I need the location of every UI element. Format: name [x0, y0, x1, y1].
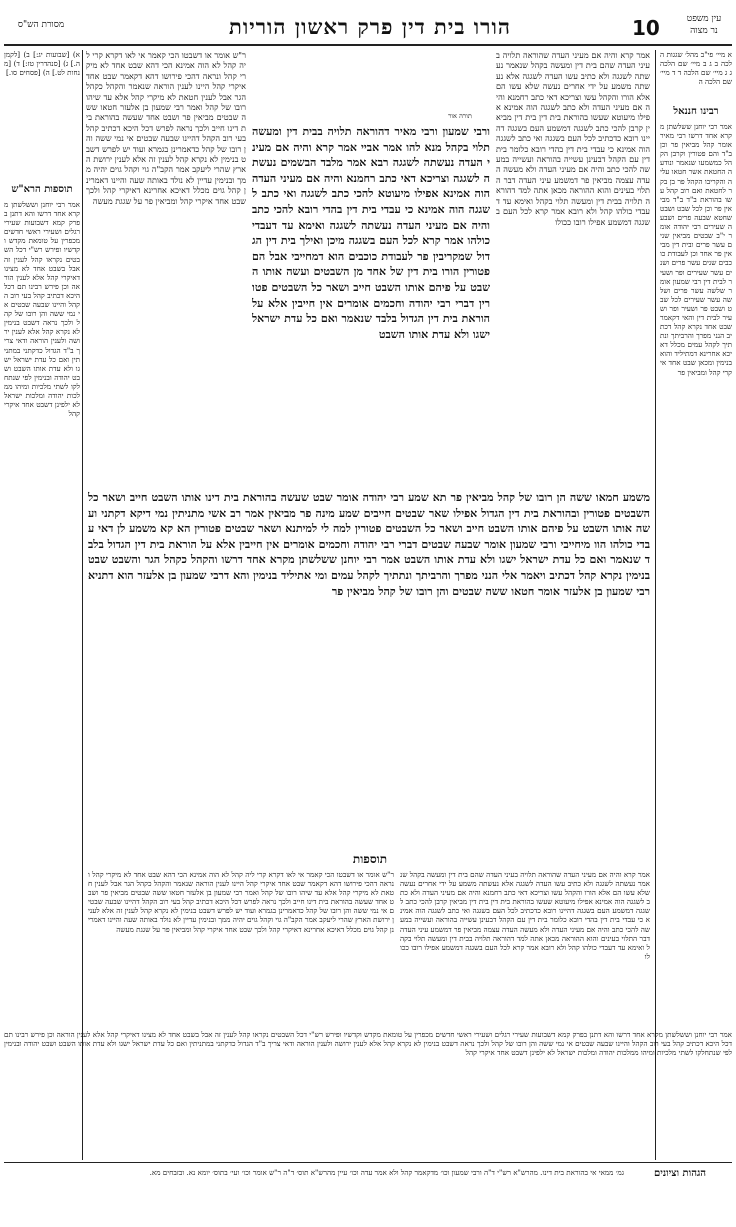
header-left-label: מסורת הש"ס — [17, 20, 65, 30]
rashi-commentary-lower: אמר קרא והיה אם מעיני העדה שהוראה תלויה בעיני העדה שהם בית דין ומעשה בקהל שנאמר נעשתה לשגגה ולא כתיב עשו העדה לשגגה אלא נעשתה משמע על ידי אחרים נעשה שלא עשו הם אלא הורו והקהל עשו וצריכא דאי כתב רחמנא והיה אם מעיני העדה ולא כתב לשגגה הוה אמינא אפילו מיעוטא שעשו בהוראת בית דין בית דין מביאין קרבן להכי כתב לשגגה דמשמע העם בשגגה דהיינו רובא כדכתיב לכל העם בשגגה ואי כתב לשגגה הוה אמינא כי עבדי בית דין בהדי רובא כלומר בית דין עם הקהל דבעינן עשייה בהוראה ועשייה במעשה להכי כתב והיה אם מעיני העדה ולא מעשה העדה עצמה מביאין פר דמשמע עיני העדה דבר התלוי בעינים והוא ההוראה מכאן אתה למד דהוראה תלויה בבית דין ומעשה תלוי בקהל ואימא עד דעבדי כולהו קהל ולא רובא אמר קרא לכל העם בשגגה דמשמע אפילו רובו ככולו — [400, 870, 650, 961]
header-right-label: עין משפט — [686, 14, 722, 24]
mesoret-hashas: א) [שבועות יג:] ב) [לקמן ה.] ג) [סנהדרין טז:] ד) [מנחות לט.] ה) [פסחים סו.] — [4, 50, 80, 78]
torah-or-label: תורה אור — [448, 112, 472, 120]
rabbeinu-chananel-text: אמר רבי יוחנן ששלשתן מקרא אחד דרשו רבי מאיר אומר קהל מביאין פר וכן ב"ד והם פטורין וקרבן הקהל כמשמעו שנאמר ונודעה החטאת אשר חטאו עליה והקריבו הקהל פר בן בקר לחטאת ואם רוב קהל עשו בהוראת ב"ד ב"ד מביאין פר וכן לכל שבט ושבט שחטא שבעה פרים ושבעה שעירים רבי יהודה אומר י"ב שבטים מביאין שנים עשר פרים ובית דין מביאין פר אחד וכן לעבודת כוכבים שנים עשר פרים ושנים עשר שעירים ופר ושעיר לבית דין רבי שמעון אומר שלשה עשר פרים ושלשה עשר שעירים לכל שבט ושבט פר ושעיר ופר ושעיר לבית דין והאי דקאמר שבט אחד נקרא קהל דכתיב הנני מפרך והרביתך ונתתיך לקהל עמים מכלל דאיכא אחרינא דמתיליד והוא בנימין ומכאן שבט אחד איקרי קהל ומביאין פר — [660, 122, 732, 377]
rabbeinu-chananel-heading: רבינו חננאל — [673, 106, 719, 117]
ein-mishpat-column: א מיי׳ פי"ב מהל׳ שגגות הלכה ב ג ב מיי׳ שם הלכה ג ג מיי׳ שם הלכה ד ד מיי׳ שם הלכה ה — [660, 50, 732, 87]
tosafot-commentary-top: ר"ש אומר או דשבטו הכי קאמר אי לאו דקרא קרי ליה קהל לא הוה אמינא הכי דהא שבט אחד לא מיקרי קהל ונראה דהכי פירושו דהא דקאמר שבט אחד איקרי קהל היינו לענין הוראה שנאמר והקהל כקהל הגר אבל לענין חטאת לא מיקרי קהל אלא עד שיהו רובו של קהל ואמר רבי שמעון בן אלעזר חטאו ששה שבטים מביאין פר ושבט אחד שעשה בהוראת בית דינו חייב ולכך נראה לפרש דכל היכא דכתיב קהל בעי רוב הקהל דהיינו שבעה שבטים אי נמי ששה והן רובו של קהל כדאמרינן בגמרא ועוד יש לפרש דשבט בנימין לא נקרא קהל לענין זה אלא לענין ירושת הארץ שהרי ליעקב אמר הקב"ה גוי וקהל גוים יהיה ממך ובנימין עדיין לא נולד באותה שעה והיינו דאמרינן קהל גוים מכלל דאיכא אחרינא דאיקרי קהל ולכך שבט אחד איקרי קהל ומביאין פר על שגגת מעשה — [86, 50, 246, 206]
tosafot-harosh-text: אמר רבי יוחנן וששלשתן מקרא אחד דרשו והא דתנן בפרק קמא דשבועות שעירי רגלים ושעירי ראשי חדשים מכפרין על טומאת מקדש וקדשיו ופירש רש"י דכל השבטים נקראו קהל לענין זה אבל בשבט אחד לא מצינו דאיקרי קהל אלא לענין הוראה וכן פירש רבינו תם דכל היכא דכתיב קהל בעי רוב הקהל והיינו שבעה שבטים אי נמי ששה והן רובו של קהל ולכך נראה דשבט בנימין לא נקרא קהל אלא לענין ירושה ולענין הוראה ודאי צריך ב"ד הגדול כדקתני במתניתין ואם כל עדת ישראל ישגו ולא עדת אותו השבט ושבט יהודה ובנימין לפי שנתחלקו לשתי מלכיות ומיהו ממלכות יהודה ומלכות ישראל לא ילפינן דשבט אחד איקרי קהל — [4, 200, 80, 419]
gemara-paragraph-2: משמע חמאו ששה הן רובו של קהל מביאין פר תא שמע רבי יהודה אומר שבט שעשה בהוראת בית דינו אותו השבט חייב ושאר כל השבטים פטורין ובהוראת בית דין הגדול אפילו שאר שבטים חייבים שמע מינה פר מביאין אמר רב אשי מתניתין נמי דיקא דקתני ועשה אותו השבט על פיהם אותו השבט חייב ושאר כל השבטים פטורין למה לי למיתנא ושאר שבטים פטורין הא קא משמע לן דאי עבדי כולהו הוו מיחייבי ורבי שמעון אומר שבעה שבטים דברי רבי יהודה וחכמים אומרים אין חייבין אלא על הוראת בית דין הגדול בלבד שנאמר ואם כל עדת ישראל ישגו ולא עדת אותו השבט אמר רבי יוחנן ששלשתן מקרא אחד דרשו והקהל כקהל הגר והשבט שבט בנימין נקרא קהל דכתיב ויאמר אלי הנני מפרך והרביתך ונתתיך לקהל עמים ומי אתיליד בנימין והא דרבי שמעון בן אלעזר הוא דתניא רבי שמעון בן אלעזר אומר חטאו ששה שבטים והן רובו של קהל מביאין פר — [88, 491, 650, 598]
page-number: 10 — [632, 16, 660, 40]
hagahot-heading: הגהות וציונים — [653, 1168, 707, 1179]
tosafot-commentary-lower: ר"ש אומר או דשבטו הכי קאמר אי לאו דקרא קרי ליה קהל לא הוה אמינא הכי דהא שבט אחד לא מיקרי קהל ונראה דהכי פירושו דהא דקאמר שבט אחד איקרי קהל היינו לענין הוראה שנאמר והקהל כקהל הגר אבל לענין חטאת לא מיקרי קהל אלא עד שיהו רובו של קהל ואמר רבי שמעון בן אלעזר חטאו ששה שבטים מביאין פר ושבט אחד שעשה בהוראת בית דינו חייב ולכך נראה לפרש דכל היכא דכתיב קהל בעי רוב הקהל דהיינו שבעה שבטים אי נמי ששה והן רובו של קהל כדאמרינן בגמרא ועוד יש לפרש דשבט בנימין לא נקרא קהל לענין זה אלא לענין ירושת הארץ שהרי ליעקב אמר הקב"ה גוי וקהל גוים יהיה ממך ובנימין עדיין לא נולד באותה שעה והיינו דאמרינן קהל גוים מכלל דאיכא אחרינא דאיקרי קהל ולכך שבט אחד איקרי קהל ומביאין פר על שגגת מעשה — [88, 870, 394, 934]
rashi-commentary: אמר קרא והיה אם מעיני העדה שהוראה תלויה בעיני העדה שהם בית דין ומעשה בקהל שנאמר נעשתה לשגגה ולא כתיב עשו העדה לשגגה אלא נעשתה משמע על ידי אחרים נעשה שלא עשו הם אלא הורו והקהל עשו וצריכא דאי כתב רחמנא והיה אם מעיני העדה ולא כתב לשגגה הוה אמינא אפילו מיעוטא שעשו בהוראת בית דין בית דין מביאין קרבן להכי כתב לשגגה דמשמע העם בשגגה דהיינו רובא כדכתיב לכל העם בשגגה ואי כתב לשגגה הוה אמינא כי עבדי בית דין בהדי רובא כלומר בית דין עם הקהל דבעינן עשייה בהוראה ועשייה במעשה להכי כתב והיה אם מעיני העדה ולא מעשה העדה עצמה מביאין פר דמשמע עיני העדה דבר התלוי בעינים והוא ההוראה מכאן אתה למד דהוראה תלויה בבית דין ומעשה תלוי בקהל ואימא עד דעבדי כולהו קהל ולא רובא אמר קרא לכל העם בשגגה דמשמע אפילו רובו ככולו — [496, 50, 650, 227]
bottom-commentary: אמר רבי יוחנן וששלשתן מקרא אחד דרשו והא דתנן בפרק קמא דשבועות שעירי רגלים ושעירי ראשי חדשים מכפרין על טומאת מקדש וקדשיו ופירש רש"י דכל השבטים נקראו קהל לענין זה אבל בשבט אחד לא מצינו דאיקרי קהל אלא לענין הוראה וכן פירש רבינו תם דכל היכא דכתיב קהל בעי רוב הקהל והיינו שבעה שבטים אי נמי ששה והן רובו של קהל ולכך נראה דשבט בנימין לא נקרא קהל אלא לענין ירושה ולענין הוראה ודאי צריך ב"ד הגדול כדקתני במתניתין ואם כל עדת ישראל ישגו ולא עדת אותו השבט ושבט יהודה ובנימין לפי שנתחלקו לשתי מלכיות ומיהו ממלכות יהודה ומלכות ישראל לא ילפינן דשבט אחד איקרי קהל — [4, 1030, 732, 1058]
margin-divider-right — [655, 50, 656, 1160]
margin-divider-left — [82, 50, 83, 1160]
tosafot-heading: תוספות — [352, 852, 388, 866]
header-rule — [4, 44, 732, 46]
tosafot-harosh-heading: תוספות הרא"ש — [11, 184, 73, 195]
hagahot-text: גמ׳ ממאי אי בהוראת בית דינו. מהרש"א רש"י ד"ה ורבי שמעון וכו׳ מדקאמר קהל ולא אמר עדה וכו׳ עיין מהרש"א תוס׳ ד"ה ר"ש אומר וכו׳ ועי׳ בתוס׳ יומא נא. ובזבחים מא. — [149, 1168, 624, 1177]
gemara-paragraph-1: ורבי שמעון ורבי מאיר דהוראה תלויה בבית דין ומעשה תלוי בקהל מנא להו אמר אביי אמר קרא והיה אם מעיני העדה נעשתה לשגגה רבא אמר מלבד הבשמים נעשתה לשגגה וצריכא דאי כתב רחמנא והיה אם מעיני העדה הוה אמינא אפילו מיעוטא להכי כתב לשגגה ואי כתב לשגגה הוה אמינא כי עבדי בית דין בהדי רובא להכי כתב והיה אם מעיני העדה נעשתה לשגגה ואימא עד דעבדי כולהו אמר קרא לכל העם בשגגה מיכן ואילך בית דין הגדול שמקריבין פר לעבודת כוכבים הוא דמחייבי אבל הם פטורין הורו בית דין של אחד מן השבטים ועשה אותו השבט על פיהם אותו השבט חייב ושאר כל השבטים פטורין דברי רבי יהודה וחכמים אומרים אין חייבין אלא על הוראת בית דין הגדול בלבד שנאמר ואם כל עדת ישראל ישגו ולא עדת אותו השבט — [252, 125, 490, 341]
footer-rule — [4, 1162, 732, 1163]
page-title: הורו בית דין פרק ראשון הוריות — [229, 14, 511, 39]
header-right-label-2: נר מצוה — [690, 26, 718, 36]
